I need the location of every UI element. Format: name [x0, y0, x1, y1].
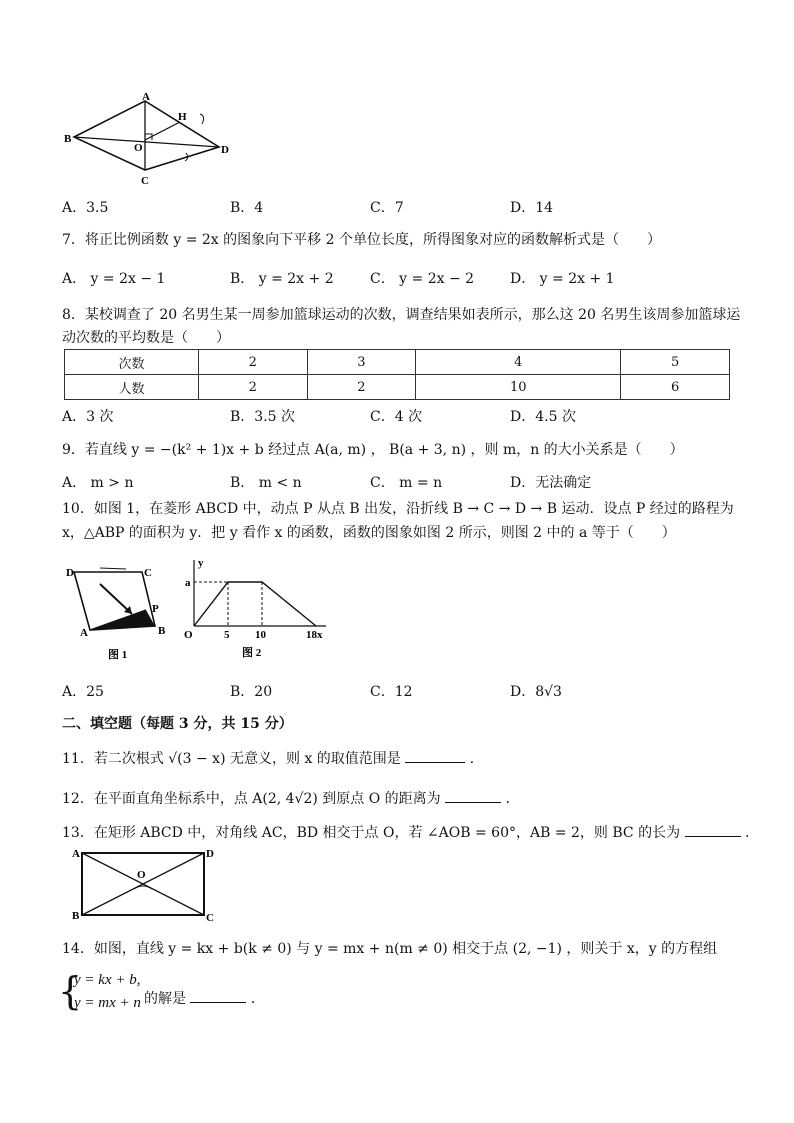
- q8-option-d: D．4.5 次: [510, 409, 576, 425]
- function-graph: [194, 582, 316, 626]
- q7-option-c: C． y = 2x − 2: [370, 271, 475, 287]
- label-b: B: [64, 133, 72, 145]
- top-arrow: [100, 568, 126, 569]
- q7-stem: 7．将正比例函数 y = 2x 的图象向下平移 2 个单位长度，所得图象对应的函数解析式是（ ）: [62, 232, 661, 248]
- q10-option-b: B．20: [230, 684, 273, 700]
- table-cell: 次数: [65, 350, 199, 375]
- label-p: P: [152, 603, 159, 615]
- table-cell: 10: [416, 375, 621, 400]
- table-cell: 3: [307, 350, 416, 375]
- segment-oh: [145, 122, 180, 140]
- q10-stem-line2: x，△ABP 的面积为 y．把 y 看作 x 的函数，函数的图象如图 2 所示，则图 2 中的 a 等于（ ）: [62, 525, 676, 541]
- period: ．: [505, 791, 520, 807]
- angle-arc: [134, 886, 152, 889]
- label-h: H: [178, 111, 187, 123]
- table-cell: 2: [199, 350, 308, 375]
- period: ．: [744, 825, 759, 841]
- q14-tail: [144, 988, 265, 1008]
- q8-stem-line2: 动次数的平均数是（ ）: [62, 330, 230, 346]
- q9-option-b: B． m < n: [230, 475, 302, 491]
- equation-1: y = kx + b,: [74, 972, 141, 988]
- q12: [62, 788, 520, 808]
- answer-blank[interactable]: [685, 822, 741, 837]
- a-label: a: [185, 577, 191, 589]
- label-o: O: [134, 142, 143, 154]
- rhombus-figure-q6: [62, 90, 242, 190]
- table-row: [65, 350, 730, 375]
- q10-figure-2: [176, 552, 336, 662]
- handwritten-mark: [200, 114, 204, 124]
- q8-table: [64, 349, 730, 400]
- label-a: A: [80, 627, 88, 639]
- answer-blank[interactable]: [190, 988, 246, 1003]
- table-cell: 6: [621, 375, 730, 400]
- q8-stem-line1: 8．某校调查了 20 名男生某一周参加篮球运动的次数，调查结果如表所示，那么这 20 名男生该周参加篮球运: [62, 307, 741, 323]
- system-brace: {: [58, 969, 83, 1013]
- q7-option-b: B． y = 2x + 2: [230, 271, 334, 287]
- table-cell: 2: [307, 375, 416, 400]
- label-d: D: [66, 567, 74, 579]
- figure-2-caption: 图 2: [242, 647, 262, 659]
- diagonal-bd: [74, 137, 219, 147]
- q9-option-d: D．无法确定: [510, 475, 592, 491]
- label-a: A: [142, 91, 150, 103]
- q11: [62, 748, 484, 768]
- answer-blank[interactable]: [405, 748, 465, 763]
- label-b: B: [72, 910, 80, 922]
- equation-2: y = mx + n: [74, 995, 141, 1011]
- label-d: D: [206, 848, 214, 860]
- q10-stem-line1: 10．如图 1，在菱形 ABCD 中，动点 P 从点 B 出发，沿折线 B → C → D → B 运动．设点 P 经过的路程为: [62, 501, 734, 517]
- table-cell: 人数: [65, 375, 199, 400]
- q10-option-d: D．8√3: [510, 684, 562, 700]
- q9-stem: 9．若直线 y = −(k² + 1)x + b 经过点 A(a, m) ， B(a + 3, n) ，则 m，n 的大小关系是（ ）: [62, 442, 684, 458]
- period: ．: [250, 991, 265, 1007]
- tick-5: 5: [224, 629, 230, 641]
- label-d: D: [221, 144, 229, 156]
- origin-label: O: [184, 629, 193, 641]
- q13-stem: 13．在矩形 ABCD 中，对角线 AC，BD 相交于点 O，若 ∠AOB = 60°，AB = 2，则 BC 的长为: [62, 825, 681, 841]
- q14-stem: 14．如图，直线 y = kx + b(k ≠ 0) 与 y = mx + n(m ≠ 0) 相交于点 (2, −1) ，则关于 x，y 的方程组: [62, 941, 718, 957]
- answer-blank[interactable]: [445, 788, 501, 803]
- q6-option-a: A．3.5: [62, 200, 109, 216]
- table-row: [65, 375, 730, 400]
- q10-option-c: C．12: [370, 684, 413, 700]
- q9-option-a: A． m > n: [62, 475, 134, 491]
- q11-stem: 11．若二次根式 √(3 − x) 无意义，则 x 的取值范围是: [62, 751, 401, 767]
- label-c: C: [206, 912, 214, 923]
- label-a: A: [72, 848, 80, 860]
- figure-1-caption: 图 1: [108, 649, 128, 660]
- q10-option-a: A．25: [62, 684, 104, 700]
- q8-option-c: C．4 次: [370, 409, 423, 425]
- table-cell: 2: [199, 375, 308, 400]
- label-b: B: [158, 625, 166, 637]
- q14-tail-text: 的解是: [144, 991, 186, 1007]
- tick-18x: 18x: [306, 629, 323, 641]
- label-o: O: [137, 869, 146, 881]
- table-cell: 5: [621, 350, 730, 375]
- q6-option-b: B．4: [230, 200, 264, 216]
- table-cell: 4: [416, 350, 621, 375]
- label-c: C: [141, 175, 149, 187]
- q7-option-d: D． y = 2x + 1: [510, 271, 615, 287]
- q8-option-a: A．3 次: [62, 409, 114, 425]
- y-label: y: [198, 557, 204, 569]
- q7-option-a: A． y = 2x − 1: [62, 271, 166, 287]
- label-c: C: [144, 567, 152, 579]
- q6-option-c: C．7: [370, 200, 404, 216]
- q8-option-b: B．3.5 次: [230, 409, 296, 425]
- rhombus-outline: [74, 101, 219, 170]
- q10-figure-1: [62, 560, 172, 660]
- period: ．: [469, 751, 484, 767]
- q6-option-d: D．14: [510, 200, 554, 216]
- rectangle-figure-q13: [62, 843, 222, 923]
- q9-option-c: C． m = n: [370, 475, 443, 491]
- tick-10: 10: [255, 629, 266, 641]
- q13: [62, 822, 759, 842]
- section-2-heading: 二、填空题（每题 3 分，共 15 分）: [62, 716, 293, 732]
- q12-stem: 12．在平面直角坐标系中，点 A(2, 4√2) 到原点 O 的距离为: [62, 791, 441, 807]
